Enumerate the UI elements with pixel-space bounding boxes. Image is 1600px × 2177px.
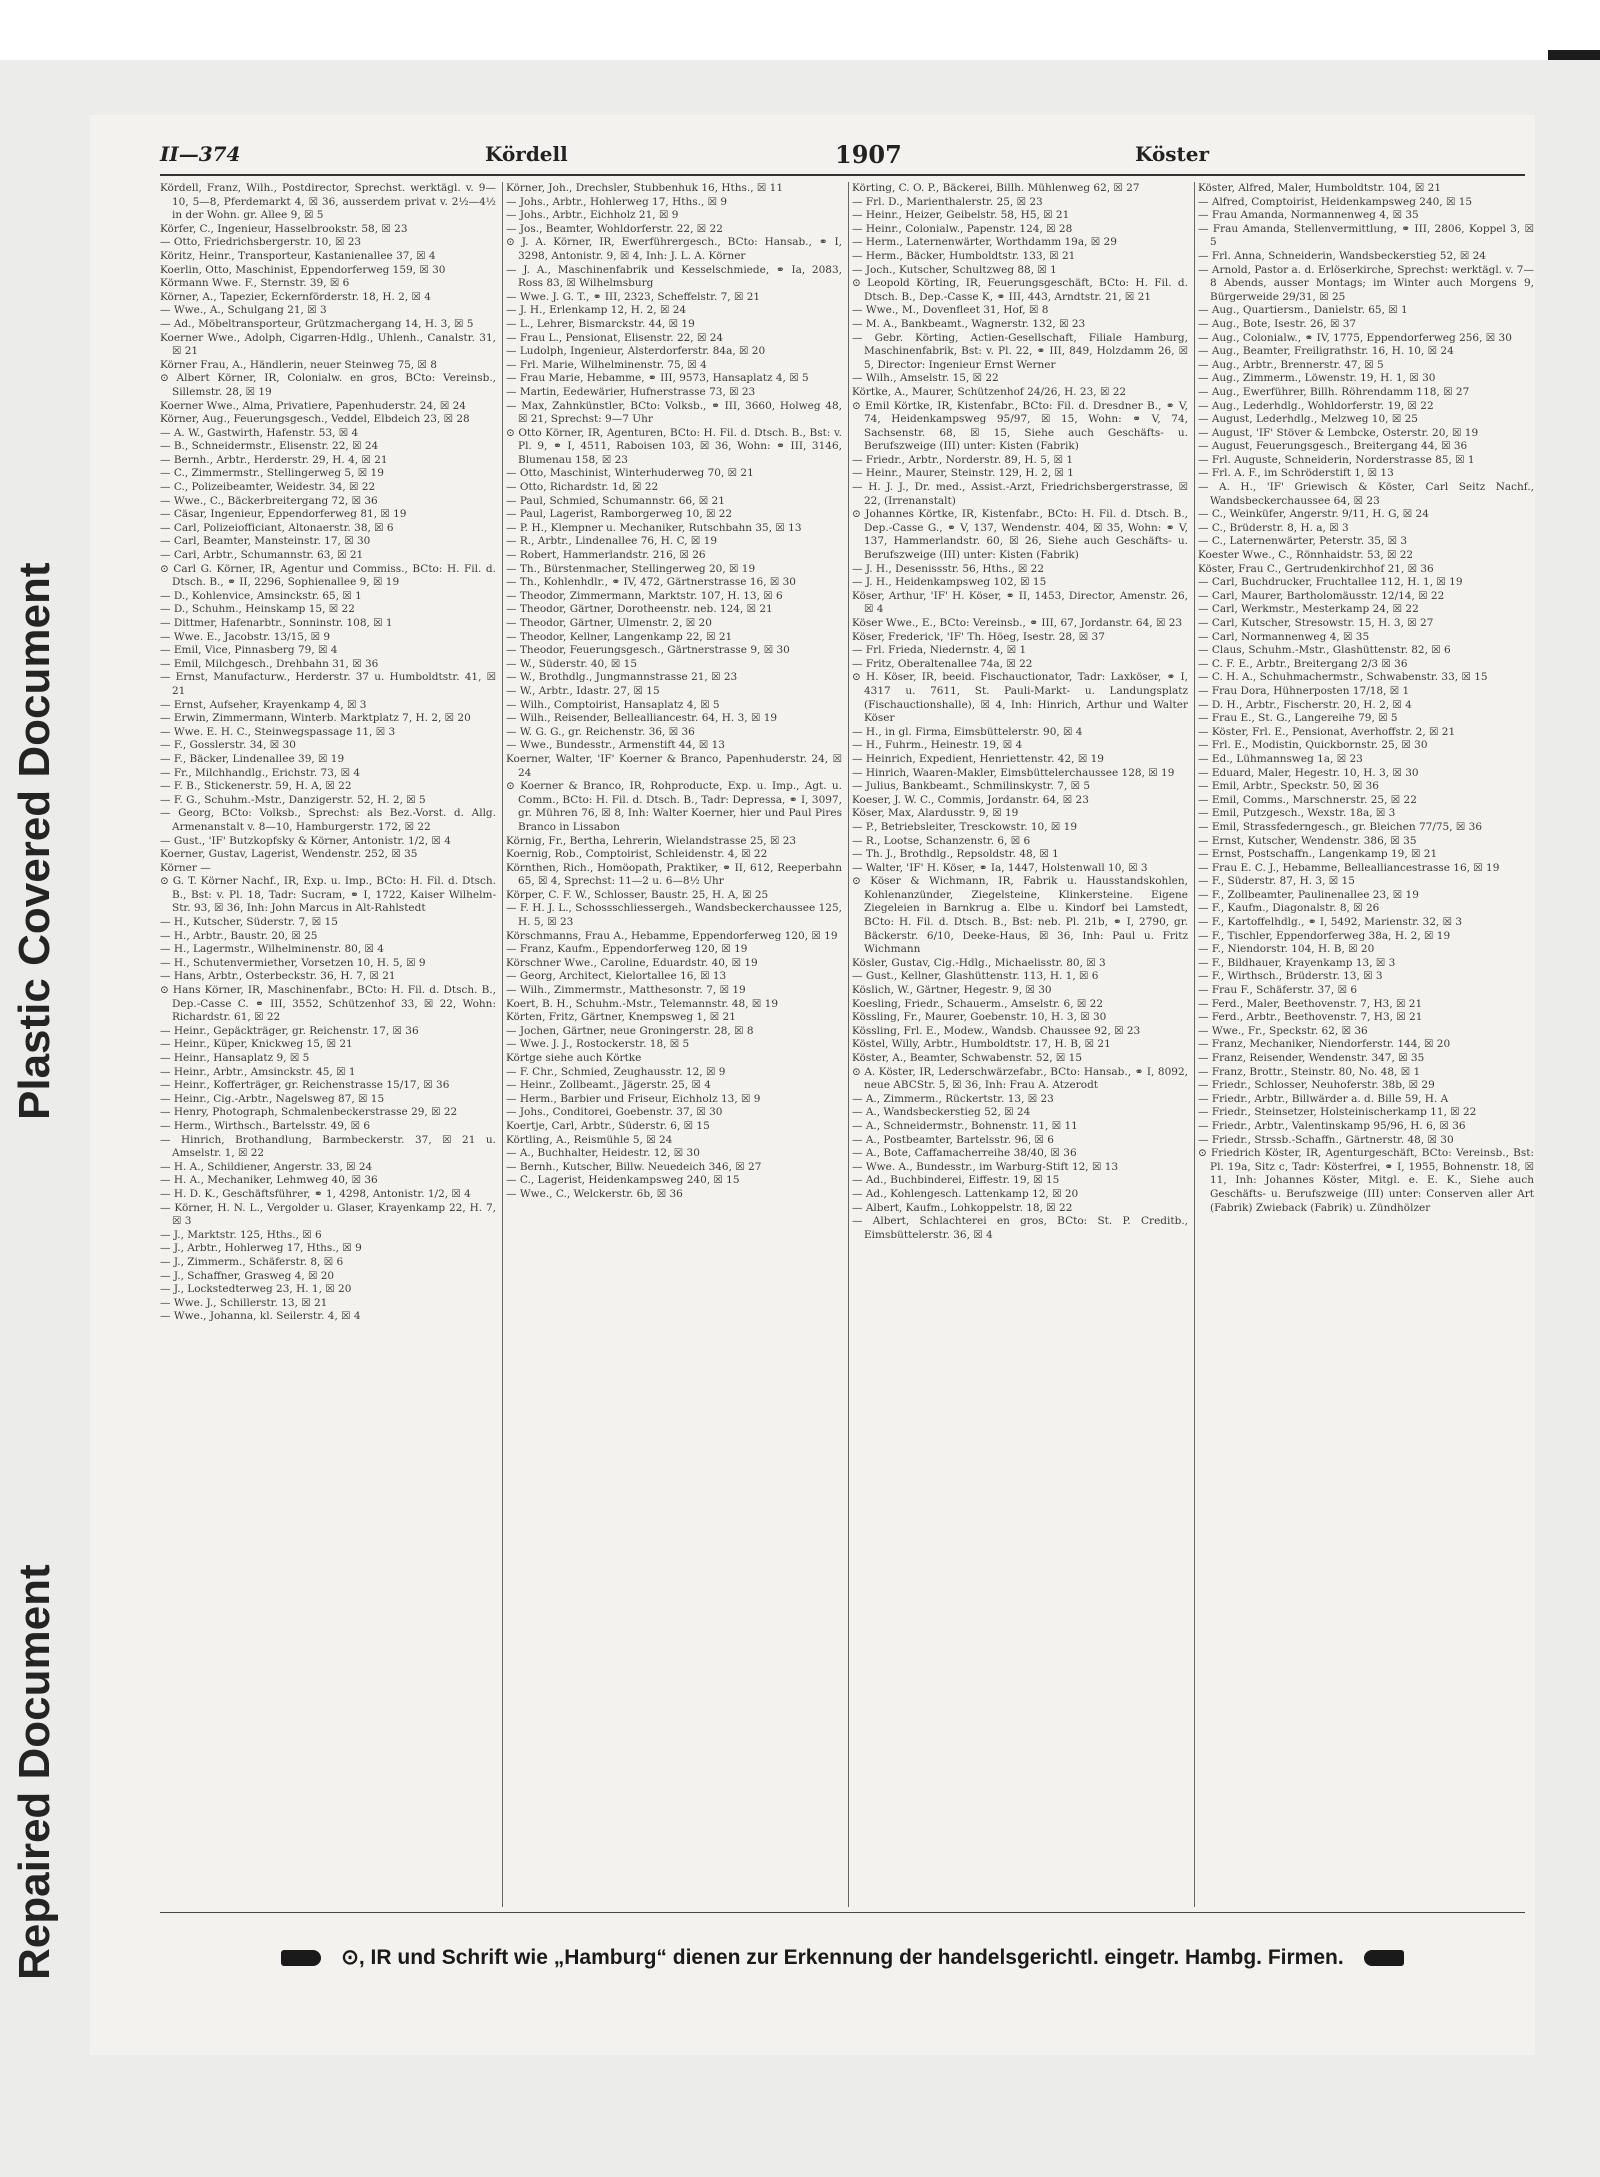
directory-entry: — Gebr. Körting, Actien-Gesellschaft, Filiale Hamburg, Maschinenfabrik, Bst: v. Pl. 22, ⚭ III, 849, Holzdamm 26, ☒ 5, Director: Ingenieur Ernst Werner <box>852 331 1188 371</box>
directory-entry: — Albert, Schlachterei en gros, BCto: St. P. Creditb., Eimsbüttelerstr. 36, ☒ 4 <box>852 1215 1188 1241</box>
column-divider <box>502 182 503 1907</box>
directory-entry: — F., Gosslerstr. 34, ☒ 30 <box>160 739 296 752</box>
directory-entry: — J. H., Heidenkampsweg 102, ☒ 15 <box>852 576 1047 589</box>
directory-entry: — Heinr., Cig.-Arbtr., Nagelsweg 87, ☒ 15 <box>160 1092 385 1105</box>
directory-entry: — Eduard, Maler, Hegestr. 10, H. 3, ☒ 30 <box>1198 766 1419 779</box>
directory-entry: — Paul, Schmied, Schumannstr. 66, ☒ 21 <box>506 494 725 507</box>
directory-entry: — C., Brüderstr. 8, H. a, ☒ 3 <box>1198 521 1349 534</box>
directory-entry: Koert, B. H., Schuhm.-Mstr., Telemannstr. 48, ☒ 19 <box>506 997 779 1010</box>
directory-entry: Körner, A., Tapezier, Eckernförderstr. 18, H. 2, ☒ 4 <box>160 290 431 303</box>
directory-entry: Körnthen, Rich., Homöopath, Praktiker, ⚭ II, 612, Reeperbahn 65, ☒ 4, Sprechst: 11—2 u. 6—8½ Uhr <box>506 861 842 888</box>
directory-entry: — August, 'IF' Stöver & Lembcke, Osterstr. 20, ☒ 19 <box>1198 426 1479 439</box>
header-last-name: Köster <box>1135 142 1210 166</box>
directory-entry: — Frau E., St. G., Langereihe 79, ☒ 5 <box>1198 712 1398 725</box>
directory-entry: — Wwe. E., Jacobstr. 13/15, ☒ 9 <box>160 630 331 643</box>
side-label-plastic: Plastic Covered Document <box>10 562 59 1120</box>
directory-entry: — Johs., Arbtr., Hohlerweg 17, Hths., ☒ 9 <box>506 195 728 208</box>
directory-entry: Koesling, Friedr., Schauerm., Amselstr. 6, ☒ 22 <box>852 997 1104 1010</box>
directory-entry: — Friedr., Arbtr., Norderstr. 89, H. 5, ☒ 1 <box>852 453 1074 466</box>
directory-entry: — Franz, Brottr., Steinstr. 80, No. 48, ☒ 1 <box>1198 1065 1421 1078</box>
directory-entry: — Friedr., Strssb.-Schaffn., Gärtnerstr. 48, ☒ 30 <box>1198 1133 1454 1146</box>
directory-entry: — Köster, Frl. E., Pensionat, Averhoffstr. 2, ☒ 21 <box>1198 725 1456 738</box>
directory-entry: — Frl. Frieda, Niedernstr. 4, ☒ 1 <box>852 644 1027 657</box>
directory-entry: Körtke, A., Maurer, Schützenhof 24/26, H. 23, ☒ 22 <box>852 385 1127 398</box>
directory-entry: — Carl, Polizeiofficiant, Altonaerstr. 38, ☒ 6 <box>160 521 394 534</box>
directory-entry: — Paul, Lagerist, Ramborgerweg 10, ☒ 22 <box>506 508 733 521</box>
directory-entry: — H., Lagermstr., Wilhelminenstr. 80, ☒ 4 <box>160 943 384 956</box>
directory-entry: — Arnold, Pastor a. d. Erlöserkirche, Sprechst: werktägl. v. 7—8 Abends, ausser Montags; im Winter auch Morgens 9, Bürgerweide 29/31, ☒ 25 <box>1198 263 1534 303</box>
directory-entry: — Ad., Möbeltransporteur, Grützmachergang 14, H. 3, ☒ 5 <box>160 317 474 330</box>
directory-entry: — A. H., 'IF' Griewisch & Köster, Carl Seitz Nachf., Wandsbeckerchaussee 64, ☒ 23 <box>1198 481 1534 507</box>
directory-entry: — J., Marktstr. 125, Hths., ☒ 6 <box>160 1228 322 1241</box>
directory-entry: Köster, Frau C., Gertrudenkirchhof 21, ☒ 36 <box>1198 562 1434 575</box>
directory-entry: Körner, Joh., Drechsler, Stubbenhuk 16, Hths., ☒ 11 <box>506 182 784 194</box>
directory-entry: — Carl, Kutscher, Stresowstr. 15, H. 3, ☒ 27 <box>1198 617 1434 629</box>
directory-entry: Koerner Wwe., Alma, Privatiere, Papenhuderstr. 24, ☒ 24 <box>160 399 466 412</box>
directory-entry: Koerner, Walter, 'IF' Koerner & Branco, Papenhuderstr. 24, ☒ 24 <box>506 752 842 779</box>
directory-entry: — Wwe. A., Bundesstr., im Warburg-Stift 12, ☒ 13 <box>852 1160 1119 1173</box>
directory-column-2 <box>506 182 842 1907</box>
directory-column-4 <box>1198 182 1534 1907</box>
directory-entry: — Emil, Putzgesch., Wexstr. 18a, ☒ 3 <box>1198 807 1396 820</box>
directory-entry: — Frau E. C. J., Hebamme, Bellealliancestrasse 16, ☒ 19 <box>1198 861 1500 874</box>
directory-entry: — R., Lootse, Schanzenstr. 6, ☒ 6 <box>852 834 1031 847</box>
directory-entry: — Franz, Reisender, Wendenstr. 347, ☒ 35 <box>1198 1052 1425 1064</box>
directory-entry: — Emil, Milchgesch., Drehbahn 31, ☒ 36 <box>160 657 379 670</box>
directory-entry: — Fr., Milchhandlg., Erichstr. 73, ☒ 4 <box>160 766 361 779</box>
directory-entry: — Martin, Eedewärier, Hufnerstrasse 73, ☒ 23 <box>506 385 756 398</box>
directory-entry: — Th., Bürstenmacher, Stellingerweg 20, ☒ 19 <box>506 562 756 575</box>
directory-entry: — Fritz, Oberaltenallee 74a, ☒ 22 <box>852 657 1033 670</box>
directory-entry: — Wwe. E. H. C., Steinwegspassage 11, ☒ 3 <box>160 725 396 738</box>
directory-entry: Körner, Aug., Feuerungsgesch., Veddel, Elbdeich 23, ☒ 28 <box>160 413 470 426</box>
directory-entry: Körtge siehe auch Körtke <box>506 1052 642 1064</box>
directory-entry: Koertje, Carl, Arbtr., Süderstr. 6, ☒ 15 <box>506 1119 710 1132</box>
column-divider <box>848 182 849 1907</box>
directory-entry: — W., Brothdlg., Jungmannstrasse 21, ☒ 23 <box>506 671 738 684</box>
directory-entry: — Frau Amanda, Normannenweg 4, ☒ 35 <box>1198 209 1419 222</box>
directory-entry: ⊙ Albert Körner, IR, Colonialw. en gros, BCto: Vereinsb., Sillemstr. 28, ☒ 19 <box>160 372 496 398</box>
directory-entry: — Wwe., M., Dovenfleet 31, Hof, ☒ 8 <box>852 304 1049 317</box>
directory-entry: — Henry, Photograph, Schmalenbeckerstrasse 29, ☒ 22 <box>160 1106 458 1119</box>
directory-entry: — Wwe., C., Bäckerbreitergang 72, ☒ 36 <box>160 494 378 507</box>
directory-entry: — Emil, Strassfederngesch., gr. Bleichen 77/75, ☒ 36 <box>1198 820 1483 833</box>
footer-rule <box>160 1912 1525 1913</box>
directory-entry: Kösler, Gustav, Cig.-Hdlg., Michaelisstr. 80, ☒ 3 <box>852 956 1106 969</box>
directory-entry: Körper, C. F. W., Schlosser, Baustr. 25, H. A, ☒ 25 <box>506 888 769 901</box>
directory-entry: — Aug., Arbtr., Brennerstr. 47, ☒ 5 <box>1198 358 1384 371</box>
directory-entry: — F., Kaufm., Diagonalstr. 8, ☒ 26 <box>1198 902 1380 915</box>
directory-entry: — D., Kohlenvice, Amsinckstr. 65, ☒ 1 <box>160 589 362 602</box>
directory-entry: — Frl. D., Marienthalerstr. 25, ☒ 23 <box>852 195 1043 208</box>
directory-entry: — Frau L., Pensionat, Elisenstr. 22, ☒ 24 <box>506 331 724 344</box>
directory-entry: Körten, Fritz, Gärtner, Knempsweg 1, ☒ 21 <box>506 1011 736 1024</box>
directory-entry: Koeser, J. W. C., Commis, Jordanstr. 64, ☒ 23 <box>852 793 1089 806</box>
directory-entry: — D. H., Arbtr., Fischerstr. 20, H. 2, ☒ 4 <box>1198 698 1412 711</box>
directory-entry: Köser Wwe., E., BCto: Vereinsb., ⚭ III, 67, Jordanstr. 64, ☒ 23 <box>852 617 1183 629</box>
directory-entry: — J., Zimmerm., Schäferstr. 8, ☒ 6 <box>160 1255 344 1268</box>
directory-entry: ⊙ Koerner & Branco, IR, Rohproducte, Exp. u. Imp., Agt. u. Comm., BCto: H. Fil. d. Dtsch. B., Tadr: Depressa, ⚭ I, 3097, gr. Mühren 76, ☒ 8, Inh: Walter Koerner, hier und Paul Pires Branco in Lissabon <box>506 780 842 833</box>
directory-entry: — J. H., Erlenkamp 12, H. 2, ☒ 24 <box>506 304 687 317</box>
directory-entry: — A., Zimmerm., Rückertstr. 13, ☒ 23 <box>852 1092 1054 1105</box>
header-year: 1907 <box>835 140 902 169</box>
directory-entry: Köritz, Heinr., Transporteur, Kastanienallee 37, ☒ 4 <box>160 249 436 262</box>
directory-entry: ⊙ J. A. Körner, IR, Ewerführergesch., BCto: Hansab., ⚭ I, 3298, Antonistr. 9, ☒ 4, Inh: J. L. A. Körner <box>506 236 842 262</box>
directory-entry: — F. G., Schuhm.-Mstr., Danzigerstr. 52, H. 2, ☒ 5 <box>160 793 426 806</box>
directory-entry: — L., Lehrer, Bismarckstr. 44, ☒ 19 <box>506 317 695 330</box>
directory-entry: — P., Betriebsleiter, Tresckowstr. 10, ☒ 19 <box>852 820 1078 833</box>
directory-entry: Körmann Wwe. F., Sternstr. 39, ☒ 6 <box>160 277 350 290</box>
directory-entry: — Theodor, Zimmermann, Marktstr. 107, H. 13, ☒ 6 <box>506 589 783 602</box>
directory-entry: — Frau Marie, Hebamme, ⚭ III, 9573, Hansaplatz 4, ☒ 5 <box>506 372 809 385</box>
directory-entry: ⊙ Köser & Wichmann, IR, Fabrik u. Hausstandskohlen, Kohlenanzünder, Ziegelsteine, Klinkersteine. Eigene Ziegeleien in Barnkrug a. Elbe u. Kindorf bei Lamstedt, BCto: H. Fil. d. Dtsch. B., Bst: neb. Pl. 21b, ⚭ I, 2790, gr. Bäckerstr. 6/10, Deeke-Haus, ☒ 36, Inh: Paul u. Fritz Wichmann <box>852 875 1188 956</box>
directory-entry: — Emil, Vice, Pinnasberg 79, ☒ 4 <box>160 644 338 657</box>
directory-entry: — Ad., Buchbinderei, Eiffestr. 19, ☒ 15 <box>852 1174 1060 1187</box>
directory-entry: — F. B., Stickenerstr. 59, H. A, ☒ 22 <box>160 780 352 793</box>
directory-entry: — Wwe. J., Schillerstr. 13, ☒ 21 <box>160 1296 328 1309</box>
directory-entry: — Dittmer, Hafenarbtr., Sonninstr. 108, ☒ 1 <box>160 617 393 629</box>
directory-entry: — W. G. G., gr. Reichenstr. 36, ☒ 36 <box>506 725 695 738</box>
directory-entry: — C., Zimmermstr., Stellingerweg 5, ☒ 19 <box>160 467 384 480</box>
directory-entry: — A., Buchhalter, Heidestr. 12, ☒ 30 <box>506 1147 700 1160</box>
directory-entry: — Wwe. J. G. T., ⚭ III, 2323, Scheffelstr. 7, ☒ 21 <box>506 290 761 303</box>
directory-entry: — Otto, Maschinist, Winterhuderweg 70, ☒ 21 <box>506 467 754 480</box>
directory-entry: ⊙ A. Köster, IR, Lederschwärzefabr., BCto: Hansab., ⚭ I, 8092, neue ABCStr. 5, ☒ 36, Inh: Frau A. Atzerodt <box>852 1065 1188 1092</box>
directory-entry: — Herm., Wirthsch., Bartelsstr. 49, ☒ 6 <box>160 1119 370 1132</box>
directory-entry: — Max, Zahnkünstler, BCto: Volksb., ⚭ III, 3660, Holweg 48, ☒ 21, Sprechst: 9—7 Uhr <box>506 399 842 426</box>
page-footer <box>160 1940 1525 1976</box>
directory-entry: Körschmanns, Frau A., Hebamme, Eppendorferweg 120, ☒ 19 <box>506 929 838 942</box>
directory-entry: — Friedr., Schlosser, Neuhoferstr. 38b, ☒ 29 <box>1198 1079 1435 1092</box>
directory-entry: — Frau Dora, Hühnerposten 17/18, ☒ 1 <box>1198 684 1410 697</box>
directory-entry: — Frl. A. F., im Schröderstift 1, ☒ 13 <box>1198 467 1394 480</box>
directory-entry: — Julius, Bankbeamt., Schmilinskystr. 7, ☒ 5 <box>852 780 1091 793</box>
directory-entry: — Joch., Kutscher, Schultzweg 88, ☒ 1 <box>852 263 1057 276</box>
directory-entry: Körtling, A., Reismühle 5, ☒ 24 <box>506 1133 673 1146</box>
directory-entry: — Herm., Barbier und Friseur, Eichholz 13, ☒ 9 <box>506 1092 761 1105</box>
directory-entry: — August, Feuerungsgesch., Breitergang 44, ☒ 36 <box>1198 440 1468 453</box>
directory-entry: — J., Arbtr., Hohlerweg 17, Hths., ☒ 9 <box>160 1242 362 1255</box>
directory-entry: — F., Wirthsch., Brüderstr. 13, ☒ 3 <box>1198 970 1383 983</box>
directory-entry: — Heinr., Gepäckträger, gr. Reichenstr. 17, ☒ 36 <box>160 1024 419 1037</box>
directory-entry: ⊙ Leopold Körting, IR, Feuerungsgeschäft, BCto: H. Fil. d. Dtsch. B., Dep.-Casse K, ⚭ III, 443, Arndtstr. 21, ☒ 21 <box>852 277 1188 303</box>
directory-entry: — P. H., Klempner u. Mechaniker, Rutschbahn 35, ☒ 13 <box>506 521 802 534</box>
directory-entry: Körnig, Fr., Bertha, Lehrerin, Wielandstrasse 25, ☒ 23 <box>506 834 797 847</box>
directory-entry: — J., Schaffner, Grasweg 4, ☒ 20 <box>160 1269 335 1282</box>
directory-entry: — J., Lockstedterweg 23, H. 1, ☒ 20 <box>160 1283 352 1296</box>
directory-entry: — J. A., Maschinenfabrik und Kesselschmiede, ⚭ Ia, 2083, Ross 83, ☒ Wilhelmsburg <box>506 263 842 290</box>
directory-entry: — F., Tischler, Eppendorferweg 38a, H. 2, ☒ 19 <box>1198 929 1451 942</box>
directory-entry: — Johs., Conditorei, Goebenstr. 37, ☒ 30 <box>506 1106 723 1119</box>
directory-entry: — Ferd., Arbtr., Beethovenstr. 7, H3, ☒ 21 <box>1198 1011 1423 1024</box>
directory-entry: — A., Wandsbeckerstieg 52, ☒ 24 <box>852 1106 1031 1119</box>
directory-entry: — Carl, Normannenweg 4, ☒ 35 <box>1198 630 1370 643</box>
directory-entry: — Emil, Arbtr., Speckstr. 50, ☒ 36 <box>1198 780 1379 793</box>
directory-entry: — Hinrich, Waaren-Makler, Eimsbüttelerchaussee 128, ☒ 19 <box>852 766 1175 779</box>
directory-entry: Köser, Max, Alardusstr. 9, ☒ 19 <box>852 807 1019 820</box>
directory-entry: Körschner Wwe., Caroline, Eduardstr. 40, ☒ 19 <box>506 956 758 969</box>
directory-entry: — Theodor, Feuerungsgesch., Gärtnerstrasse 9, ☒ 30 <box>506 644 790 657</box>
directory-entry: Kördell, Franz, Wilh., Postdirector, Sprechst. werktägl. v. 9—10, 5—8, Pferdemarkt 4, ☒ 36, ausserdem privat v. 2½—4½ in der Wohn. gr. Allee 9, ☒ 5 <box>160 182 496 222</box>
directory-entry: — A., Postbeamter, Bartelsstr. 96, ☒ 6 <box>852 1133 1054 1146</box>
directory-entry: — Aug., Ewerführer, Billh. Röhrendamm 118, ☒ 27 <box>1198 385 1470 398</box>
directory-entry: — Heinr., Heizer, Geibelstr. 58, H5, ☒ 21 <box>852 209 1070 222</box>
directory-entry: ⊙ Hans Körner, IR, Maschinenfabr., BCto: H. Fil. d. Dtsch. B., Dep.-Casse C. ⚭ III, 3552, Schützenhof 33, ☒ 22, Wohn: Richardstr. 61, ☒ 22 <box>160 984 496 1024</box>
directory-entry: — C., Laternenwärter, Peterstr. 35, ☒ 3 <box>1198 535 1408 548</box>
directory-entry: — C., Polizeibeamter, Weidestr. 34, ☒ 22 <box>160 481 376 494</box>
directory-entry: — Heinr., Maurer, Steinstr. 129, H. 2, ☒ 1 <box>852 467 1074 480</box>
directory-entry: Körting, C. O. P., Bäckerei, Billh. Mühlenweg 62, ☒ 27 <box>852 182 1140 194</box>
directory-entry: — Ernst, Manufacturw., Herderstr. 37 u. Humboldtstr. 41, ☒ 21 <box>160 671 496 697</box>
footer-text: ⊙, IR und Schrift wie „Hamburg“ dienen zur Erkennung der handelsgerichtl. eingetr. Hambg. Firmen. <box>341 1946 1344 1969</box>
directory-entry: — H. J. J., Dr. med., Assist.-Arzt, Friedrichsbergerstrasse, ☒ 22, (Irrenanstalt) <box>852 481 1188 507</box>
directory-entry: — H. A., Mechaniker, Lehmweg 40, ☒ 36 <box>160 1174 378 1187</box>
directory-entry: — H. D. K., Geschäftsführer, ⚭ 1, 4298, Antonistr. 1/2, ☒ 4 <box>160 1187 471 1200</box>
directory-entry: — Ed., Lühmannsweg 1a, ☒ 23 <box>1198 752 1363 765</box>
directory-entry: — Jochen, Gärtner, neue Groningerstr. 28, ☒ 8 <box>506 1024 754 1037</box>
directory-entry: — Wwe., A., Schulgang 21, ☒ 3 <box>160 304 327 317</box>
directory-entry: — Wwe. J. J., Rostockerstr. 18, ☒ 5 <box>506 1038 690 1051</box>
directory-entry: — Heinr., Zollbeamt., Jägerstr. 25, ☒ 4 <box>506 1079 711 1092</box>
directory-entry: ⊙ H. Köser, IR, beeid. Fischauctionator, Tadr: Laxköser, ⚭ I, 4317 u. 7611, St. Pauli-Markt- u. Landungsplatz (Fischauctionshalle), ☒ 4, Inh: Hinrich, Arthur und Walter Köser <box>852 671 1188 725</box>
directory-entry: — Hinrich, Brothandlung, Barmbeckerstr. 37, ☒ 21 u. Amselstr. 1, ☒ 22 <box>160 1133 496 1160</box>
directory-entry: — Carl, Werkmstr., Mesterkamp 24, ☒ 22 <box>1198 603 1419 616</box>
directory-entry: — Hans, Arbtr., Osterbeckstr. 36, H. 7, ☒ 21 <box>160 970 396 983</box>
directory-entry: Koerner Wwe., Adolph, Cigarren-Hdlg., Uhlenh., Canalstr. 31, ☒ 21 <box>160 331 496 358</box>
directory-entry: — Aug., Beamter, Freiligrathstr. 16, H. 10, ☒ 24 <box>1198 345 1454 358</box>
directory-entry: — F. H. J. L., Schossschliessergeh., Wandsbeckerchaussee 125, H. 5, ☒ 23 <box>506 902 842 929</box>
directory-entry: — R., Arbtr., Lindenallee 76, H. C, ☒ 19 <box>506 535 718 548</box>
page-header <box>80 140 1520 174</box>
directory-entry: — B., Schneidermstr., Elisenstr. 22, ☒ 24 <box>160 440 379 453</box>
directory-entry: — Heinr., Küper, Knickweg 15, ☒ 21 <box>160 1038 353 1051</box>
pointing-hand-left-icon <box>281 1950 321 1966</box>
directory-entry: Köser, Arthur, 'IF' H. Köser, ⚭ II, 1453, Director, Amenstr. 26, ☒ 4 <box>852 589 1188 616</box>
directory-entry: Koernig, Rob., Comptoirist, Schleidenstr. 4, ☒ 22 <box>506 848 768 861</box>
directory-entry: Körner Frau, A., Händlerin, neuer Steinweg 75, ☒ 8 <box>160 358 437 371</box>
directory-entry: — Otto, Richardstr. 1d, ☒ 22 <box>506 481 659 494</box>
directory-entry: — Körner, H. N. L., Vergolder u. Glaser, Krayenkamp 22, H. 7, ☒ 3 <box>160 1201 496 1228</box>
directory-entry: — Wwe., C., Welckerstr. 6b, ☒ 36 <box>506 1187 683 1200</box>
directory-entry: — Wilh., Zimmermstr., Matthesonstr. 7, ☒ 19 <box>506 984 746 997</box>
directory-entry: — Frl. E., Modistin, Quickbornstr. 25, ☒ 30 <box>1198 739 1428 752</box>
directory-entry: — Erwin, Zimmermann, Winterb. Marktplatz 7, H. 2, ☒ 20 <box>160 712 471 725</box>
directory-entry: — Frau F., Schäferstr. 37, ☒ 6 <box>1198 984 1357 997</box>
directory-entry: — August, Lederhdlg., Melzweg 10, ☒ 25 <box>1198 413 1418 426</box>
directory-entry: — Wwe., Fr., Speckstr. 62, ☒ 36 <box>1198 1024 1368 1037</box>
directory-entry: Koerlin, Otto, Maschinist, Eppendorferweg 159, ☒ 30 <box>160 263 446 276</box>
directory-entry: — Heinr., Hansaplatz 9, ☒ 5 <box>160 1052 310 1064</box>
header-first-name: Kördell <box>485 142 568 166</box>
directory-entry: — Aug., Colonialw., ⚭ IV, 1775, Eppendorferweg 256, ☒ 30 <box>1198 331 1512 344</box>
directory-entry: — F., Bildhauer, Krayenkamp 13, ☒ 3 <box>1198 956 1396 969</box>
directory-entry: — Cäsar, Ingenieur, Eppendorferweg 81, ☒ 19 <box>160 508 407 521</box>
directory-entry: — Wwe., Johanna, kl. Seilerstr. 4, ☒ 4 <box>160 1310 361 1323</box>
directory-entry: — Wilh., Comptoirist, Hansaplatz 4, ☒ 5 <box>506 698 720 711</box>
directory-entry: ⊙ Otto Körner, IR, Agenturen, BCto: H. Fil. d. Dtsch. B., Bst: v. Pl. 9, ⚭ I, 4511, Raboisen 103, ☒ 36, Wohn: ⚭ III, 3146, Blumenau 158, ☒ 23 <box>506 426 842 466</box>
directory-entry: — Georg, BCto: Volksb., Sprechst: als Bez.-Vorst. d. Allg. Armenanstalt v. 8—10, Hamburgerstr. 172, ☒ 22 <box>160 807 496 833</box>
directory-entry: — C., Weinküfer, Angerstr. 9/11, H. G, ☒ 24 <box>1198 508 1429 521</box>
directory-entry: — Herm., Bäcker, Humboldtstr. 133, ☒ 21 <box>852 249 1076 262</box>
directory-entry: — Wilh., Reisender, Bellealliancestr. 64, H. 3, ☒ 19 <box>506 712 778 725</box>
directory-entry: Köslich, W., Gärtner, Hegestr. 9, ☒ 30 <box>852 984 1052 997</box>
directory-entry: — Emil, Comms., Marschnerstr. 25, ☒ 22 <box>1198 793 1417 806</box>
directory-entry: — Heinrich, Expedient, Henriettenstr. 42, ☒ 19 <box>852 752 1104 765</box>
directory-entry: — Friedr., Arbtr., Valentinskamp 95/96, H. 6, ☒ 36 <box>1198 1119 1466 1132</box>
directory-entry: — F., Kartoffelhdlg., ⚭ I, 5492, Marienstr. 32, ☒ 3 <box>1198 916 1463 929</box>
directory-entry: — Th. J., Brothdlg., Repsoldstr. 48, ☒ 1 <box>852 848 1059 861</box>
side-label-repaired: Repaired Document <box>10 1564 59 1980</box>
directory-entry: — Ernst, Kutscher, Wendenstr. 386, ☒ 35 <box>1198 834 1417 847</box>
directory-entry: — C. F. E., Arbtr., Breitergang 2/3 ☒ 36 <box>1198 657 1408 670</box>
directory-entry: — F., Zollbeamter, Paulinenallee 23, ☒ 19 <box>1198 888 1419 901</box>
directory-entry: — Franz, Kaufm., Eppendorferweg 120, ☒ 19 <box>506 943 748 956</box>
directory-entry: — J. H., Desenissstr. 56, Hths., ☒ 22 <box>852 562 1045 575</box>
directory-entry: ⊙ Emil Körtke, IR, Kistenfabr., BCto: Fil. d. Dresdner B., ⚭ V, 74, Heidenkampsweg 95/97, ☒ 15, Wohn: ⚭ V, 74, Sachsenstr. 68, ☒ 15, Siehe auch Geschäfts- u. Berufszweige (III) unter: Kisten (Fabrik) <box>852 399 1188 453</box>
directory-column-1 <box>160 182 496 1907</box>
directory-entry: — H., Schutenvermiether, Vorsetzen 10, H. 5, ☒ 9 <box>160 956 426 969</box>
directory-entry: — Theodor, Gärtner, Dorotheenstr. neb. 124, ☒ 21 <box>506 603 773 616</box>
directory-entry: — Ernst, Aufseher, Krayenkamp 4, ☒ 3 <box>160 698 367 711</box>
directory-entry: — H., Arbtr., Baustr. 20, ☒ 25 <box>160 929 318 942</box>
directory-entry: — M. A., Bankbeamt., Wagnerstr. 132, ☒ 23 <box>852 317 1086 330</box>
directory-entry: — Aug., Bote, Isestr. 26, ☒ 37 <box>1198 317 1357 330</box>
directory-entry: — Aug., Zimmerm., Löwenstr. 19, H. 1, ☒ 30 <box>1198 372 1436 385</box>
directory-entry: — Friedr., Arbtr., Billwärder a. d. Bille 59, H. A <box>1198 1092 1449 1105</box>
directory-entry: — Ernst, Postschaffn., Langenkamp 19, ☒ 21 <box>1198 848 1438 861</box>
directory-entry: — Alfred, Comptoirist, Heidenkampsweg 240, ☒ 15 <box>1198 195 1473 208</box>
directory-entry: — C. H. A., Schuhmachermstr., Schwabenstr. 33, ☒ 15 <box>1198 671 1488 684</box>
directory-entry: — C., Lagerist, Heidenkampsweg 240, ☒ 15 <box>506 1174 740 1187</box>
directory-entry: ⊙ G. T. Körner Nachf., IR, Exp. u. Imp., BCto: H. Fil. d. Dtsch. B., Bst: v. Pl. 18, Tadr: Sucram, ⚭ I, 1722, Kaiser Wilhelm-Str. 93, ☒ 36, Inh: John Marcus in Alt-Rahlstedt <box>160 875 496 915</box>
directory-entry: — F., Niendorstr. 104, H. B, ☒ 20 <box>1198 943 1375 956</box>
directory-entry: Koester Wwe., C., Rönnhaidstr. 53, ☒ 22 <box>1198 549 1414 562</box>
directory-entry: — Wwe., Bundesstr., Armenstift 44, ☒ 13 <box>506 739 725 752</box>
directory-entry: Köster, Alfred, Maler, Humboldtstr. 104, ☒ 21 <box>1198 182 1442 194</box>
directory-entry: — Gust., Kellner, Glashüttenstr. 113, H. 1, ☒ 6 <box>852 970 1099 983</box>
directory-entry: — Carl, Maurer, Bartholomäusstr. 12/14, ☒ 22 <box>1198 589 1445 602</box>
directory-entry: — A. W., Gastwirth, Hafenstr. 53, ☒ 4 <box>160 426 359 439</box>
directory-entry: — Aug., Quartiersm., Danielstr. 65, ☒ 1 <box>1198 304 1408 317</box>
directory-entry: — Robert, Hammerlandstr. 216, ☒ 26 <box>506 549 706 562</box>
directory-entry: — Frl. Auguste, Schneiderin, Norderstrasse 85, ☒ 1 <box>1198 453 1475 466</box>
directory-column-3 <box>852 182 1188 1907</box>
directory-entry: — Claus, Schuhm.-Mstr., Glashüttenstr. 82, ☒ 6 <box>1198 644 1451 657</box>
directory-entry: — Jos., Beamter, Wohldorferstr. 22, ☒ 22 <box>506 222 723 235</box>
directory-entry: Köstel, Willy, Arbtr., Humboldtstr. 17, H. B, ☒ 21 <box>852 1038 1111 1051</box>
directory-entry: — F. Chr., Schmied, Zeughausstr. 12, ☒ 9 <box>506 1065 726 1078</box>
directory-entry: — Wilh., Amselstr. 15, ☒ 22 <box>852 372 999 385</box>
directory-entry: — Franz, Mechaniker, Niendorferstr. 144, ☒ 20 <box>1198 1038 1451 1051</box>
directory-entry: ⊙ Johannes Körtke, IR, Kistenfabr., BCto: H. Fil. d. Dtsch. B., Dep.-Casse G., ⚭ V, 137, Wendenstr. 404, ☒ 35, Wohn: ⚭ V, 137, Hammerlandstr. 60, ☒ 26, Siehe auch Geschäfts- u. Berufszweige (III) unter: Kisten (Fabrik) <box>852 508 1188 562</box>
directory-entry: ⊙ Carl G. Körner, IR, Agentur und Commiss., BCto: H. Fil. d. Dtsch. B., ⚭ II, 2296, Sophienallee 9, ☒ 19 <box>160 562 496 589</box>
directory-entry: — A., Bote, Caffamacherreihe 38/40, ☒ 36 <box>852 1147 1077 1160</box>
directory-entry: — Carl, Buchdrucker, Fruchtallee 112, H. 1, ☒ 19 <box>1198 576 1463 589</box>
directory-entry: — Ludolph, Ingenieur, Alsterdorferstr. 84a, ☒ 20 <box>506 345 766 358</box>
directory-entry: — F., Bäcker, Lindenallee 39, ☒ 19 <box>160 752 345 765</box>
directory-entry: Kössling, Fr., Maurer, Goebenstr. 10, H. 3, ☒ 30 <box>852 1011 1107 1024</box>
directory-entry: — Herm., Laternenwärter, Worthdamm 19a, ☒ 29 <box>852 236 1117 249</box>
directory-entry: — Frl. Anna, Schneiderin, Wandsbeckerstieg 52, ☒ 24 <box>1198 249 1486 262</box>
directory-entry: — Th., Kohlenhdlr., ⚭ IV, 472, Gärtnerstrasse 16, ☒ 30 <box>506 576 796 589</box>
directory-entry: — H., Kutscher, Süderstr. 7, ☒ 15 <box>160 916 338 929</box>
directory-entry: — Ad., Kohlengesch. Lattenkamp 12, ☒ 20 <box>852 1187 1079 1200</box>
directory-entry: — Friedr., Steinsetzer, Holsteinischerkamp 11, ☒ 22 <box>1198 1106 1477 1119</box>
pointing-hand-right-icon <box>1364 1950 1404 1966</box>
directory-entry: Kössling, Frl. E., Modew., Wandsb. Chaussee 92, ☒ 23 <box>852 1024 1141 1037</box>
directory-entry: Koerner, Gustav, Lagerist, Wendenstr. 252, ☒ 35 <box>160 848 418 861</box>
header-rule <box>160 174 1525 176</box>
directory-entry: — Carl, Beamter, Mansteinstr. 17, ☒ 30 <box>160 535 371 548</box>
directory-entry: — Gust., 'IF' Butzkopfsky & Körner, Antonistr. 1/2, ☒ 4 <box>160 834 451 847</box>
directory-entry: — H., Fuhrm., Heinestr. 19, ☒ 4 <box>852 739 1023 752</box>
directory-entry: Körner — <box>160 861 211 874</box>
directory-entry: — Bernh., Arbtr., Herderstr. 29, H. 4, ☒ 21 <box>160 453 388 466</box>
directory-entry: — W., Süderstr. 40, ☒ 15 <box>506 657 638 670</box>
page-number: II—374 <box>160 142 241 166</box>
directory-entry: — H. A., Schildiener, Angerstr. 33, ☒ 24 <box>160 1160 373 1173</box>
directory-entry: Körfer, C., Ingenieur, Hasselbrookstr. 58, ☒ 23 <box>160 222 408 235</box>
directory-entry: — Ferd., Maler, Beethovenstr. 7, H3, ☒ 21 <box>1198 997 1423 1010</box>
directory-entry: — F., Süderstr. 87, H. 3, ☒ 15 <box>1198 875 1355 888</box>
directory-entry: — Georg, Architect, Kielortallee 16, ☒ 13 <box>506 970 727 983</box>
directory-entry: — Heinr., Arbtr., Amsinckstr. 45, ☒ 1 <box>160 1065 356 1078</box>
directory-entry: — Heinr., Colonialw., Papenstr. 124, ☒ 28 <box>852 222 1073 235</box>
directory-entry: — Theodor, Kellner, Langenkamp 22, ☒ 21 <box>506 630 733 643</box>
directory-entry: — Frau Amanda, Stellenvermittlung, ⚭ III, 2806, Koppel 3, ☒ 5 <box>1198 222 1534 249</box>
column-divider <box>1194 182 1195 1907</box>
directory-entry: ⊙ Friedrich Köster, IR, Agenturgeschäft, BCto: Vereinsb., Bst: Pl. 19a, Sitz c, Tadr: Kösterfrei, ⚭ I, 1955, Bohnenstr. 18, ☒ 11, Inh: Johannes Köster, Mitgl. e. E. K., Siehe auch Geschäfts- u. Berufszweige (III) unter: Conserven aller Art (Fabrik) Zwieback (Fabrik) u. Zündhölzer <box>1198 1147 1534 1214</box>
directory-entry: — Bernh., Kutscher, Billw. Neuedeich 346, ☒ 27 <box>506 1160 762 1173</box>
directory-entry: — Heinr., Kofferträger, gr. Reichenstrasse 15/17, ☒ 36 <box>160 1079 450 1092</box>
directory-entry: Köser, Frederick, 'IF' Th. Höeg, Isestr. 28, ☒ 37 <box>852 630 1105 643</box>
directory-entry: — Walter, 'IF' H. Köser, ⚭ Ia, 1447, Holstenwall 10, ☒ 3 <box>852 861 1148 874</box>
directory-entry: — Aug., Lederhdlg., Wohldorferstr. 19, ☒ 22 <box>1198 399 1434 412</box>
directory-entry: — Carl, Arbtr., Schumannstr. 63, ☒ 21 <box>160 549 364 562</box>
directory-entry: — Johs., Arbtr., Eichholz 21, ☒ 9 <box>506 209 679 222</box>
directory-entry: — Theodor, Gärtner, Ulmenstr. 2, ☒ 20 <box>506 617 712 629</box>
directory-entry: — D., Schuhm., Heinskamp 15, ☒ 22 <box>160 603 355 616</box>
directory-entry: Köster, A., Beamter, Schwabenstr. 52, ☒ 15 <box>852 1052 1083 1064</box>
directory-entry: — Frl. Marie, Wilhelminenstr. 75, ☒ 4 <box>506 358 707 371</box>
directory-entry: — H., in gl. Firma, Eimsbüttelerstr. 90, ☒ 4 <box>852 725 1083 738</box>
directory-entry: — W., Arbtr., Idastr. 27, ☒ 15 <box>506 684 660 697</box>
directory-entry: — Albert, Kaufm., Lohkoppelstr. 18, ☒ 22 <box>852 1201 1073 1214</box>
directory-entry: — Otto, Friedrichsbergerstr. 10, ☒ 23 <box>160 236 362 249</box>
directory-entry: — A., Schneidermstr., Bohnenstr. 11, ☒ 11 <box>852 1119 1078 1132</box>
